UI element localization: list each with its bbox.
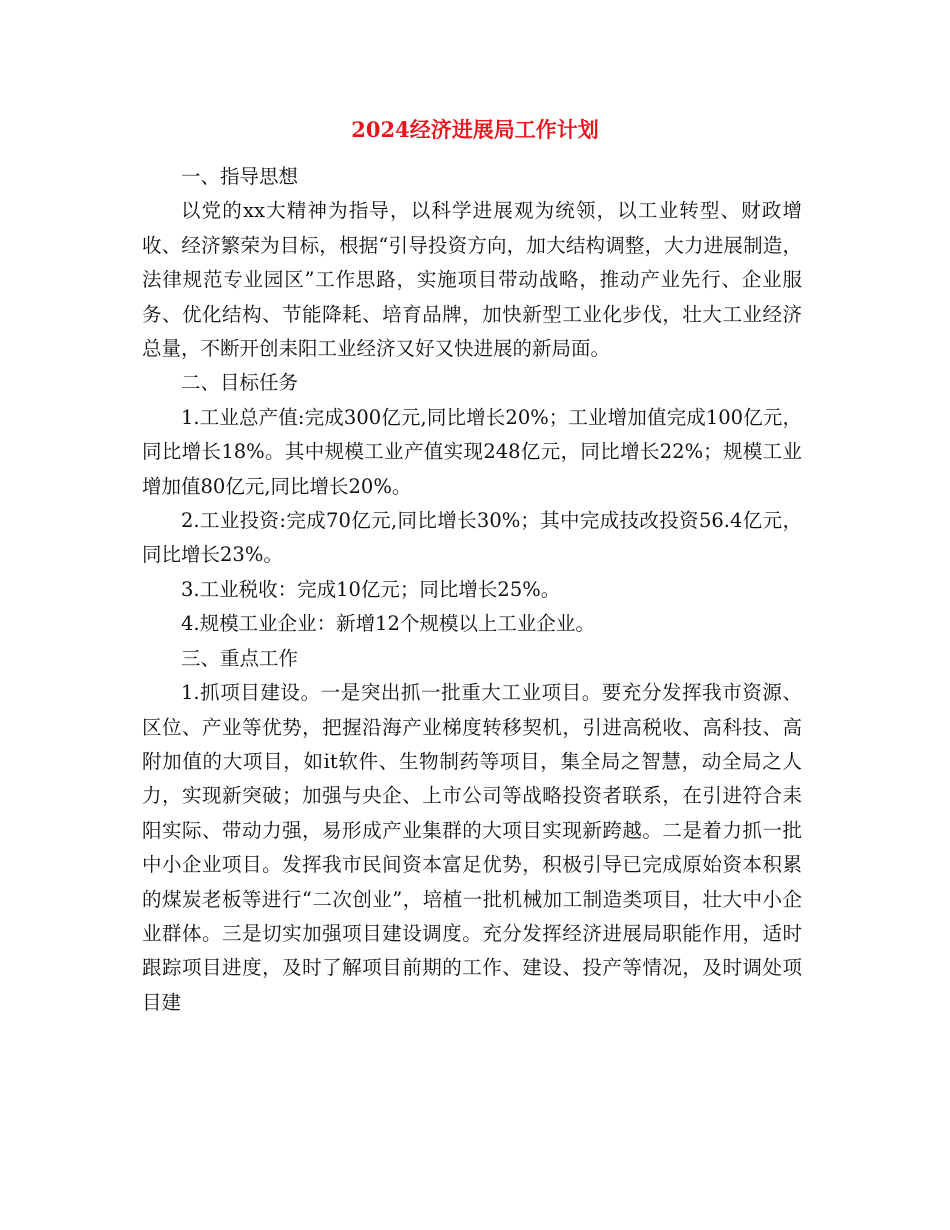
- paragraph-target-investment: 2.工业投资:完成70亿元,同比增长30%；其中完成技改投资56.4亿元，同比增长23%。: [142, 509, 802, 567]
- paragraph-guiding-ideology: 以党的xx大精神为指导，以科学进展观为统领，以工业转型、财政增收、经济繁荣为目标，根据“引导投资方向，加大结构调整，大力进展制造，法律规范专业园区”工作思路，实施项目带动战略，推动产业先行、企业服务、优化结构、节能降耗、培育品牌，加快新型工业化步伐，壮大工业经济总量，不断开创耒阳工业经济又好又快进展的新局面。: [142, 199, 802, 361]
- paragraph-project-construction: 1.抓项目建设。一是突出抓一批重大工业项目。要充分发挥我市资源、区位、产业等优势，把握沿海产业梯度转移契机，引进高税收、高科技、高附加值的大项目，如it软件、生物制药等项目，集全局之智慧，动全局之人力，实现新突破；加强与央企、上市公司等战略投资者联系，在引进符合耒阳实际、带动力强，易形成产业集群的大项目实现新跨越。二是着力抓一批中小企业项目。发挥我市民间资本富足优势，积极引导已完成原始资本积累的煤炭老板等进行“二次创业”，培植一批机械加工制造类项目，壮大中小企业群体。三是切实加强项目建设调度。充分发挥经济进展局职能作用，适时跟踪项目进度，及时了解项目前期的工作、建设、投产等情况，及时调处项目建: [142, 681, 802, 1014]
- heading-guiding-ideology: 一、指导思想: [181, 165, 299, 188]
- heading-targets: 二、目标任务: [181, 371, 299, 395]
- document-body: [142, 160, 802, 1020]
- heading-key-work: 三、重点工作: [181, 646, 299, 670]
- document-title: 2024经济进展局工作计划: [351, 117, 599, 142]
- paragraph-target-enterprises: 4.规模工业企业：新增12个规模以上工业企业。: [181, 612, 595, 636]
- paragraph-target-output: 1.工业总产值:完成300亿元,同比增长20%；工业增加值完成100亿元，同比增长18%。其中规模工业产值实现248亿元，同比增长22%；规模工业增加值80亿元,同比增长20%。: [142, 405, 802, 498]
- paragraph-target-tax: 3.工业税收：完成10亿元；同比增长25%。: [181, 577, 561, 601]
